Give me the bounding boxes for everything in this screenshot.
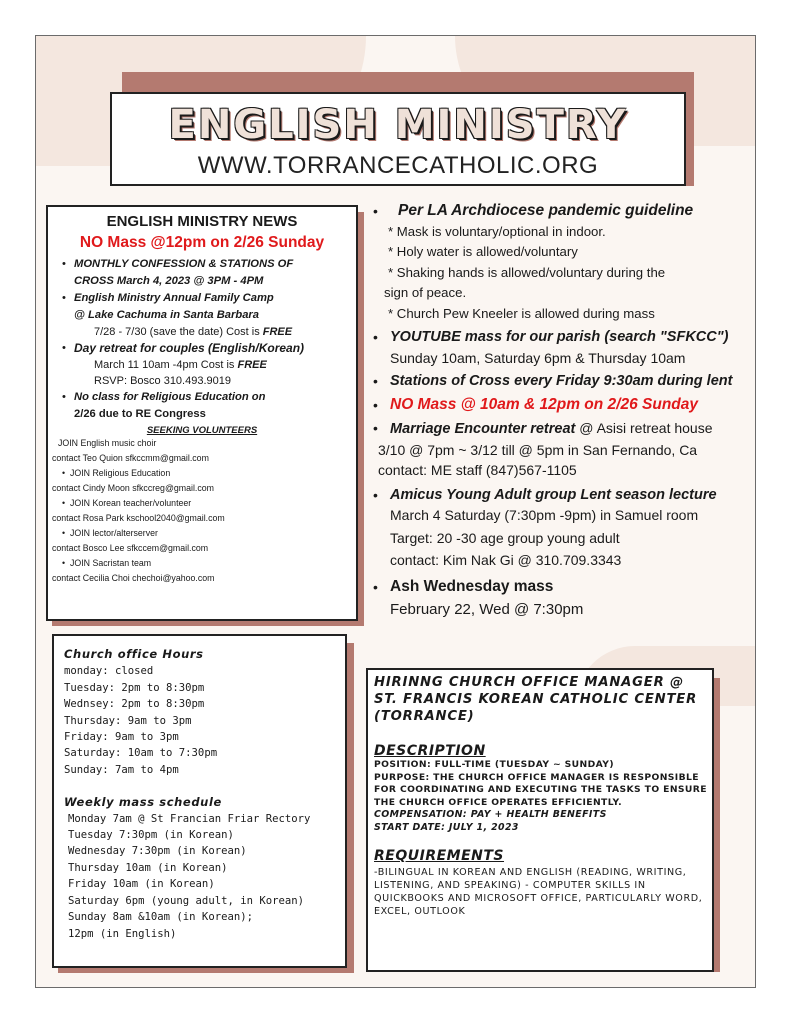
news-box [46, 205, 358, 621]
mass-line: Monday 7am @ St Francian Friar Rectory [68, 812, 311, 825]
seeking-volunteers-heading: SEEKING VOLUNTEERS [146, 425, 258, 436]
description-heading: DESCRIPTION [374, 743, 486, 759]
office-hours-title: Church office Hours [64, 647, 204, 661]
news-item-title: No class for Religious Education on [74, 391, 266, 403]
announcement-detail: contact: ME staff (847)567-1105 [378, 462, 577, 478]
office-hours-list [64, 663, 345, 778]
news-item-title: CROSS March 4, 2023 @ 3PM - 4PM [74, 275, 264, 287]
announcement-title: Amicus Young Adult group Lent season lecture [390, 486, 717, 503]
hiring-purpose: PURPOSE: THE CHURCH OFFICE MANAGER IS RESPONSIBLE FOR COORDINATING AND EXECUTING THE TASKS TO ENSURE THE CHURCH OFFICE OPERATES EFFICIENTLY. [374, 771, 707, 808]
bullet: • [373, 578, 378, 595]
bullet: • [373, 203, 378, 219]
volunteer-list [48, 436, 356, 586]
guideline-line: * Shaking hands is allowed/voluntary during the [388, 264, 666, 280]
news-item-detail [74, 324, 356, 340]
office-hours-line: Tuesday: 2pm to 8:30pm [64, 681, 205, 694]
announcement-title: Per LA Archdiocese pandemic guideline [398, 202, 694, 219]
announcement-stations [370, 371, 760, 392]
announcement-place: @ Asisi retreat house [575, 420, 713, 436]
guideline-line: sign of peace. [384, 285, 467, 300]
bullet: • [373, 329, 378, 345]
volunteer-contact: contact Cindy Moon sfkccreg@gmail.com [52, 483, 214, 493]
bullet: • [373, 486, 378, 503]
announcement-title: Ash Wednesday mass [390, 577, 554, 595]
guideline-line: * Mask is voluntary/optional in indoor. [388, 223, 606, 239]
announcement-title: YOUTUBE mass for our parish (search "SFKCC") [390, 329, 729, 345]
detail-free: FREE [262, 326, 293, 338]
volunteer-contact: contact Rosa Park kschool2040@gmail.com [52, 513, 225, 523]
hiring-position: POSITION: FULL-TIME (TUESDAY ~ SUNDAY) [374, 759, 614, 770]
hiring-box [366, 668, 714, 972]
volunteer-join: • JOIN Sacristan team [62, 558, 152, 568]
bullet: • [62, 292, 66, 304]
mass-line: Sunday 8am &10am (in Korean); [68, 911, 253, 924]
announcement-detail: March 4 Saturday (7:30pm -9pm) in Samuel room [390, 507, 699, 523]
mass-line: Thursday 10am (in Korean) [68, 861, 228, 874]
volunteer-join: • JOIN Korean teacher/volunteer [62, 498, 192, 508]
volunteer-contact: contact Teo Quion sfkccmm@gmail.com [52, 453, 209, 463]
news-item [60, 389, 356, 423]
news-item-title: Day retreat for couples (English/Korean) [74, 341, 305, 355]
announcement-detail: February 22, Wed @ 7:30pm [390, 601, 584, 618]
hiring-compensation: COMPENSATION: PAY + HEALTH BENEFITS [374, 809, 607, 820]
hiring-requirements: -BILINGUAL IN KOREAN AND ENGLISH (READING, WRITING, LISTENING, AND SPEAKING) - COMPUTER SKILLS IN QUICKBOOKS AND MICROSOFT OFFICE, PARTICULARLY WORD, EXCEL, OUTLOOK [374, 867, 703, 917]
office-hours-line: Saturday: 10am to 7:30pm [64, 747, 218, 760]
news-item [60, 290, 356, 340]
bullet: • [373, 420, 378, 436]
news-item-detail: RSVP: Bosco 310.493.9019 [94, 375, 231, 387]
mass-line: Saturday 6pm (young adult, in Korean) [68, 894, 304, 907]
volunteer-join: • JOIN Religious Education [62, 468, 171, 478]
office-hours-line: monday: closed [64, 665, 154, 678]
news-item-title: MONTHLY CONFESSION & STATIONS OF [74, 258, 294, 270]
volunteer-join-label: JOIN Korean teacher/volunteer [69, 498, 192, 508]
hiring-title: HIRINNG CHURCH OFFICE MANAGER @ ST. FRANCIS KOREAN CATHOLIC CENTER (TORRANCE) [374, 675, 698, 724]
news-heading: ENGLISH MINISTRY NEWS [106, 213, 298, 230]
volunteer-join: • JOIN lector/alterserver [62, 528, 158, 538]
guideline-line: * Holy water is allowed/voluntary [388, 244, 578, 259]
announcement-no-mass [370, 395, 760, 416]
announcement-detail: Sunday 10am, Saturday 6pm & Thursday 10am [390, 349, 686, 366]
hiring-start-date: START DATE: JULY 1, 2023 [374, 821, 519, 833]
office-hours-line: Sunday: 7am to 4pm [64, 763, 179, 776]
announcement-marriage [370, 418, 760, 440]
bullet: • [373, 373, 378, 389]
announcement-title: Marriage Encounter retreat [390, 421, 576, 437]
news-item-title: English Ministry Annual Family Camp [74, 292, 274, 304]
website-url[interactable]: WWW.TORRANCECATHOLIC.ORG [197, 152, 599, 179]
guideline-lines [370, 222, 760, 325]
volunteer-join: JOIN English music choir [58, 438, 157, 448]
requirements-heading: REQUIREMENTS [374, 848, 505, 864]
news-item [60, 256, 356, 290]
office-hours-line: Friday: 9am to 3pm [64, 731, 179, 744]
guideline-line: * Church Pew Kneeler is allowed during mass [388, 305, 655, 321]
volunteer-join-label: JOIN Religious Education [69, 468, 171, 478]
bullet: • [62, 258, 66, 270]
announcement-guideline [370, 201, 760, 222]
announcement-ash [370, 577, 760, 598]
detail-text: 7/28 - 7/30 (save the date) Cost is [94, 326, 263, 338]
mass-line: 12pm (in English) [68, 927, 177, 940]
volunteer-contact: contact Bosco Lee sfkccem@gmail.com [52, 543, 209, 553]
news-item-detail [74, 357, 356, 373]
news-list [48, 256, 356, 423]
bullet: • [62, 342, 66, 354]
mass-schedule-title: Weekly mass schedule [64, 795, 222, 810]
announcement-detail: Target: 20 -30 age group young adult [390, 529, 620, 546]
announcement-title: Stations of Cross every Friday 9:30am during lent [390, 373, 733, 389]
volunteer-contact: contact Cecilia Choi chechoi@yahoo.com [52, 573, 215, 583]
announcement-amicus [370, 485, 760, 506]
mass-schedule-list [64, 811, 345, 942]
mass-line: Tuesday 7:30pm (in Korean) [68, 829, 234, 842]
title-banner [110, 92, 686, 186]
news-item [60, 340, 356, 389]
news-no-mass-alert: NO Mass @12pm on 2/26 Sunday [79, 234, 325, 251]
volunteer-join-label: JOIN lector/alterserver [69, 528, 158, 538]
mass-line: Friday 10am (in Korean) [68, 878, 215, 891]
bullet: • [373, 396, 378, 413]
bullet: • [62, 391, 66, 403]
announcements-column [370, 201, 760, 621]
announcement-title: NO Mass @ 10am & 12pm on 2/26 Sunday [390, 395, 699, 413]
office-hours-line: Wednsey: 2pm to 8:30pm [64, 698, 205, 711]
announcement-detail: 3/10 @ 7pm ~ 3/12 till @ 5pm in San Fernando, Ca [378, 441, 698, 458]
volunteer-join-label: JOIN Sacristan team [69, 558, 152, 568]
announcement-detail: contact: Kim Nak Gi @ 310.709.3343 [390, 552, 622, 568]
news-item-title: @ Lake Cachuma in Santa Barbara [74, 309, 260, 321]
news-item-title: 2/26 due to RE Congress [74, 408, 206, 420]
page-title: ENGLISH MINISTRY [168, 102, 628, 148]
mass-line: Wednesday 7:30pm (in Korean) [68, 845, 247, 858]
office-hours-line: Thursday: 9am to 3pm [64, 714, 192, 727]
detail-free: FREE [237, 359, 267, 371]
announcement-youtube [370, 327, 760, 348]
detail-text: March 11 10am -4pm Cost is [94, 359, 238, 371]
office-box [52, 634, 347, 968]
